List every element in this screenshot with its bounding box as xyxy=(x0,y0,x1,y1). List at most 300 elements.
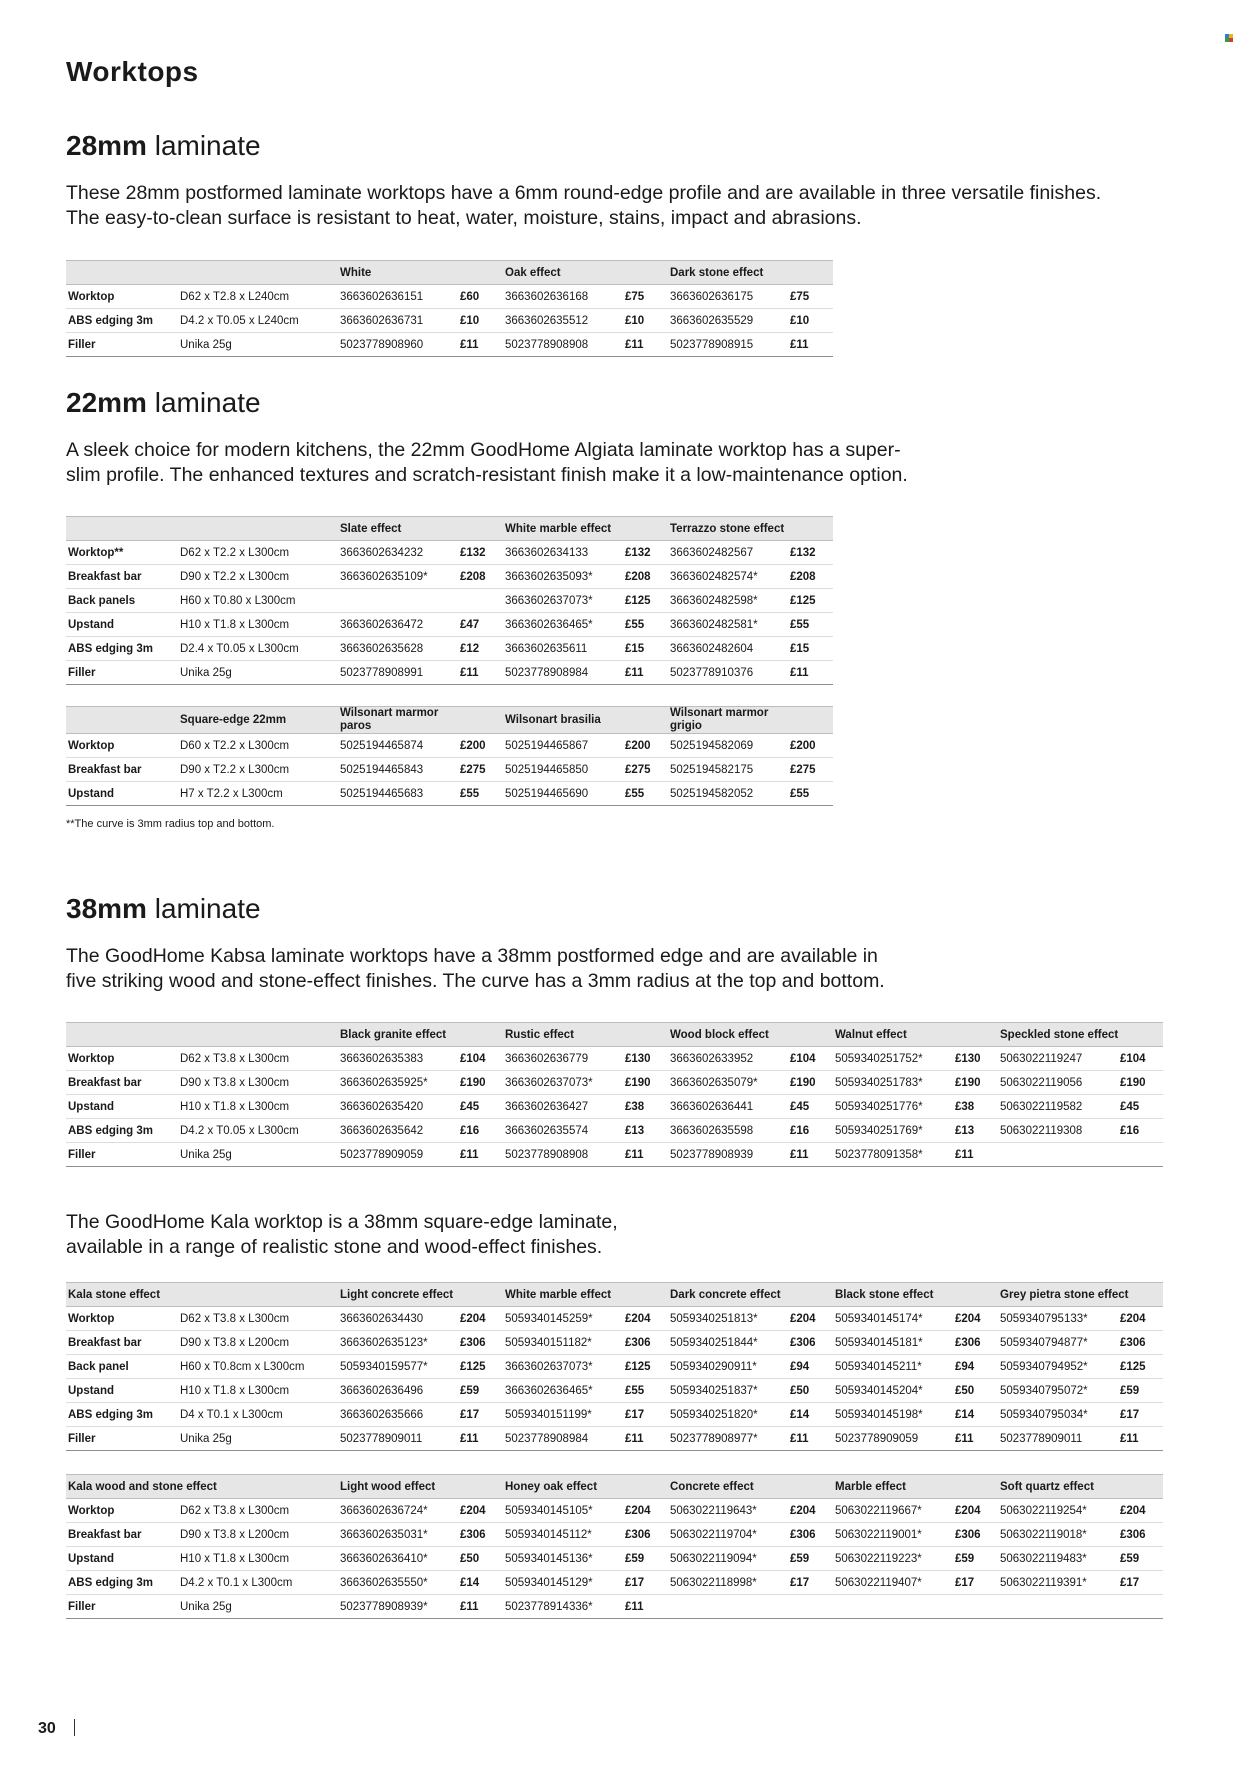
price-cell: £45 xyxy=(458,1095,503,1119)
barcode-cell: 5063022119643* xyxy=(668,1499,788,1523)
dimension-cell: Unika 25g xyxy=(178,1427,338,1451)
barcode-cell: 5063022119704* xyxy=(668,1523,788,1547)
dimension-cell: D90 x T3.8 x L200cm xyxy=(178,1331,338,1355)
dimension-cell: D4.2 x T0.05 x L300cm xyxy=(178,1119,338,1143)
row-label: Filler xyxy=(66,1143,178,1167)
table-22mm-algiata xyxy=(66,516,833,685)
column-header xyxy=(66,517,178,541)
table-row xyxy=(66,309,833,333)
barcode-cell: 5059340145136* xyxy=(503,1547,623,1571)
price-cell: £75 xyxy=(623,285,668,309)
barcode-cell: 5023778908960 xyxy=(338,333,458,357)
row-label: Worktop xyxy=(66,734,178,758)
price-cell: £208 xyxy=(788,565,833,589)
heading-bold: 38mm xyxy=(66,893,147,924)
barcode-cell: 3663602634430 xyxy=(338,1307,458,1331)
price-cell: £38 xyxy=(953,1095,998,1119)
barcode-cell: 3663602636465* xyxy=(503,1379,623,1403)
price-cell: £306 xyxy=(458,1331,503,1355)
table-22mm-square-edge xyxy=(66,706,833,806)
column-header xyxy=(788,261,833,285)
barcode-cell: 5063022119001* xyxy=(833,1523,953,1547)
heading-rest: laminate xyxy=(146,893,261,924)
barcode-cell: 3663602636175 xyxy=(668,285,788,309)
price-cell: £11 xyxy=(458,333,503,357)
column-header: Dark concrete effect xyxy=(668,1283,788,1307)
price-cell: £38 xyxy=(623,1095,668,1119)
barcode-cell: 3663602636151 xyxy=(338,285,458,309)
price-cell: £11 xyxy=(788,661,833,685)
price-cell: £190 xyxy=(788,1071,833,1095)
dimension-cell: D90 x T2.2 x L300cm xyxy=(178,565,338,589)
barcode-cell: 5023778909059 xyxy=(338,1143,458,1167)
row-label: ABS edging 3m xyxy=(66,1403,178,1427)
price-cell: £204 xyxy=(953,1499,998,1523)
price-cell: £11 xyxy=(623,1595,668,1619)
column-header: Dark stone effect xyxy=(668,261,788,285)
dimension-cell: D2.4 x T0.05 x L300cm xyxy=(178,637,338,661)
intro-kala xyxy=(66,1210,1146,1260)
dimension-cell: D62 x T3.8 x L300cm xyxy=(178,1047,338,1071)
column-header: Slate effect xyxy=(338,517,458,541)
price-cell: £16 xyxy=(788,1119,833,1143)
column-header xyxy=(178,261,338,285)
price-cell: £75 xyxy=(788,285,833,309)
row-label: ABS edging 3m xyxy=(66,637,178,661)
price-cell: £11 xyxy=(788,1427,833,1451)
column-header: Black stone effect xyxy=(833,1283,953,1307)
dimension-cell: Unika 25g xyxy=(178,1595,338,1619)
price-cell: £204 xyxy=(1118,1307,1163,1331)
price-cell: £17 xyxy=(623,1571,668,1595)
column-header: Black granite effect xyxy=(338,1023,458,1047)
price-cell: £204 xyxy=(623,1499,668,1523)
dimension-cell: D62 x T3.8 x L300cm xyxy=(178,1499,338,1523)
barcode-cell: 5059340251769* xyxy=(833,1119,953,1143)
table-row xyxy=(66,541,833,565)
price-cell: £14 xyxy=(953,1403,998,1427)
barcode-cell: 5059340251820* xyxy=(668,1403,788,1427)
row-label: Worktop xyxy=(66,285,178,309)
barcode-cell: 5025194465874 xyxy=(338,734,458,758)
table-28mm xyxy=(66,260,833,357)
table-row xyxy=(66,758,833,782)
barcode-cell: 3663602482581* xyxy=(668,613,788,637)
column-header xyxy=(458,261,503,285)
price-cell: £204 xyxy=(1118,1499,1163,1523)
barcode-cell: 5059340251844* xyxy=(668,1331,788,1355)
column-header xyxy=(458,1023,503,1047)
table-row xyxy=(66,1547,1163,1571)
barcode-cell: 5059340290911* xyxy=(668,1355,788,1379)
barcode-cell: 5025194465683 xyxy=(338,782,458,806)
intro-line: The GoodHome Kala worktop is a 38mm square-edge laminate, xyxy=(66,1211,618,1233)
row-label: Worktop xyxy=(66,1307,178,1331)
price-cell: £12 xyxy=(458,637,503,661)
barcode-cell: 5059340145198* xyxy=(833,1403,953,1427)
price-cell: £11 xyxy=(623,1143,668,1167)
column-header xyxy=(178,1283,338,1307)
price-cell: £130 xyxy=(623,1047,668,1071)
row-label: Breakfast bar xyxy=(66,1331,178,1355)
price-cell xyxy=(458,589,503,613)
dimension-cell: H10 x T1.8 x L300cm xyxy=(178,1547,338,1571)
price-cell: £59 xyxy=(458,1379,503,1403)
dimension-cell: D62 x T3.8 x L300cm xyxy=(178,1307,338,1331)
price-cell: £17 xyxy=(953,1571,998,1595)
table-row xyxy=(66,1047,1163,1071)
row-label: Worktop xyxy=(66,1047,178,1071)
price-cell: £125 xyxy=(623,589,668,613)
price-cell: £11 xyxy=(623,661,668,685)
barcode-cell: 5023778908984 xyxy=(503,661,623,685)
column-header: Oak effect xyxy=(503,261,623,285)
dimension-cell: Unika 25g xyxy=(178,661,338,685)
price-cell: £11 xyxy=(458,1595,503,1619)
column-header: Grey pietra stone effect xyxy=(998,1283,1118,1307)
price-cell: £200 xyxy=(458,734,503,758)
barcode-cell: 5059340159577* xyxy=(338,1355,458,1379)
price-cell: £204 xyxy=(458,1307,503,1331)
column-header xyxy=(1118,1023,1163,1047)
price-cell: £190 xyxy=(953,1071,998,1095)
table-header-row xyxy=(66,517,833,541)
column-header: White marble effect xyxy=(503,517,623,541)
barcode-cell: 5059340795133* xyxy=(998,1307,1118,1331)
column-header: Concrete effect xyxy=(668,1475,788,1499)
column-header xyxy=(66,1023,178,1047)
barcode-cell: 3663602635383 xyxy=(338,1047,458,1071)
price-cell: £14 xyxy=(788,1403,833,1427)
barcode-cell: 3663602635420 xyxy=(338,1095,458,1119)
barcode-cell: 5023778908977* xyxy=(668,1427,788,1451)
table-row xyxy=(66,1071,1163,1095)
barcode-cell: 3663602482604 xyxy=(668,637,788,661)
row-label: ABS edging 3m xyxy=(66,1119,178,1143)
barcode-cell: 5023778914336* xyxy=(503,1595,623,1619)
price-cell: £306 xyxy=(458,1523,503,1547)
barcode-cell: 5059340151182* xyxy=(503,1331,623,1355)
column-header: Terrazzo stone effect xyxy=(668,517,788,541)
barcode-cell: 3663602635529 xyxy=(668,309,788,333)
column-header: Kala stone effect xyxy=(66,1283,178,1307)
price-cell: £125 xyxy=(458,1355,503,1379)
page-number: 30 xyxy=(38,1720,56,1737)
barcode-cell: 5023778908991 xyxy=(338,661,458,685)
column-header xyxy=(788,1475,833,1499)
barcode-cell xyxy=(338,589,458,613)
barcode-cell: 5059340145174* xyxy=(833,1307,953,1331)
table-38mm-kabsa xyxy=(66,1022,1163,1167)
dimension-cell: D60 x T2.2 x L300cm xyxy=(178,734,338,758)
price-cell: £125 xyxy=(788,589,833,613)
price-cell: £208 xyxy=(623,565,668,589)
barcode-cell: 3663602635666 xyxy=(338,1403,458,1427)
column-header: Kala wood and stone effect xyxy=(66,1475,178,1499)
barcode-cell: 5063022119254* xyxy=(998,1499,1118,1523)
price-cell: £59 xyxy=(623,1547,668,1571)
column-header xyxy=(788,1023,833,1047)
price-cell: £15 xyxy=(788,637,833,661)
column-header: Light concrete effect xyxy=(338,1283,458,1307)
column-header: White xyxy=(338,261,458,285)
barcode-cell: 3663602636427 xyxy=(503,1095,623,1119)
column-header xyxy=(178,517,338,541)
barcode-cell: 5059340145181* xyxy=(833,1331,953,1355)
barcode-cell: 3663602482598* xyxy=(668,589,788,613)
barcode-cell: 3663602635079* xyxy=(668,1071,788,1095)
column-header xyxy=(458,707,503,734)
column-header: Soft quartz effect xyxy=(998,1475,1118,1499)
row-label: Upstand xyxy=(66,613,178,637)
barcode-cell: 5063022119407* xyxy=(833,1571,953,1595)
row-label: Breakfast bar xyxy=(66,565,178,589)
barcode-cell: 5063022119056 xyxy=(998,1071,1118,1095)
price-cell: £306 xyxy=(623,1331,668,1355)
price-cell: £104 xyxy=(788,1047,833,1071)
barcode-cell xyxy=(668,1595,788,1619)
price-cell: £17 xyxy=(788,1571,833,1595)
barcode-cell: 5059340145112* xyxy=(503,1523,623,1547)
barcode-cell: 5025194582069 xyxy=(668,734,788,758)
barcode-cell: 5063022118998* xyxy=(668,1571,788,1595)
row-label: Back panels xyxy=(66,589,178,613)
price-cell: £200 xyxy=(788,734,833,758)
barcode-cell: 5063022119391* xyxy=(998,1571,1118,1595)
table-row xyxy=(66,1379,1163,1403)
price-cell: £200 xyxy=(623,734,668,758)
column-header: Wilsonart marmor grigio xyxy=(668,707,788,734)
price-cell: £11 xyxy=(623,333,668,357)
barcode-cell: 3663602636472 xyxy=(338,613,458,637)
price-cell: £47 xyxy=(458,613,503,637)
table-row xyxy=(66,1403,1163,1427)
barcode-cell: 5059340251783* xyxy=(833,1071,953,1095)
dimension-cell: H10 x T1.8 x L300cm xyxy=(178,1095,338,1119)
price-cell: £132 xyxy=(788,541,833,565)
price-cell: £190 xyxy=(623,1071,668,1095)
price-cell: £11 xyxy=(788,1143,833,1167)
barcode-cell: 5059340795072* xyxy=(998,1379,1118,1403)
barcode-cell: 3663602636168 xyxy=(503,285,623,309)
table-row xyxy=(66,1095,1163,1119)
row-label: Breakfast bar xyxy=(66,1523,178,1547)
price-cell: £10 xyxy=(623,309,668,333)
price-cell: £45 xyxy=(1118,1095,1163,1119)
page-number-divider xyxy=(74,1719,75,1736)
barcode-cell: 5023778091358* xyxy=(833,1143,953,1167)
price-cell xyxy=(788,1595,833,1619)
price-cell: £11 xyxy=(1118,1427,1163,1451)
dimension-cell: D90 x T2.2 x L300cm xyxy=(178,758,338,782)
heading-bold: 28mm xyxy=(66,130,147,161)
price-cell: £13 xyxy=(623,1119,668,1143)
price-cell: £60 xyxy=(458,285,503,309)
intro-line: The GoodHome Kabsa laminate worktops have a 38mm postformed edge and are available in xyxy=(66,945,878,967)
row-label: ABS edging 3m xyxy=(66,309,178,333)
table-row xyxy=(66,1331,1163,1355)
barcode-cell: 3663602634133 xyxy=(503,541,623,565)
price-cell: £104 xyxy=(1118,1047,1163,1071)
barcode-cell: 5059340251752* xyxy=(833,1047,953,1071)
row-label: Upstand xyxy=(66,782,178,806)
row-label: Worktop** xyxy=(66,541,178,565)
price-cell: £55 xyxy=(623,1379,668,1403)
barcode-cell: 5023778909059 xyxy=(833,1427,953,1451)
barcode-cell: 5059340251813* xyxy=(668,1307,788,1331)
dimension-cell: H7 x T2.2 x L300cm xyxy=(178,782,338,806)
barcode-cell: 5023778908908 xyxy=(503,1143,623,1167)
price-cell: £204 xyxy=(788,1307,833,1331)
table-row xyxy=(66,613,833,637)
row-label: Upstand xyxy=(66,1095,178,1119)
price-cell: £204 xyxy=(458,1499,503,1523)
table-header-row xyxy=(66,707,833,734)
price-cell: £275 xyxy=(788,758,833,782)
price-cell: £11 xyxy=(953,1427,998,1451)
footnote-22mm: **The curve is 3mm radius top and bottom. xyxy=(66,818,275,830)
barcode-cell: 5025194465690 xyxy=(503,782,623,806)
price-cell: £50 xyxy=(458,1547,503,1571)
intro-38mm xyxy=(66,944,1146,994)
column-header: Marble effect xyxy=(833,1475,953,1499)
price-cell: £306 xyxy=(788,1523,833,1547)
table-row xyxy=(66,661,833,685)
price-cell: £306 xyxy=(623,1523,668,1547)
dimension-cell: D4.2 x T0.1 x L300cm xyxy=(178,1571,338,1595)
table-row xyxy=(66,734,833,758)
price-cell: £55 xyxy=(458,782,503,806)
column-header: Honey oak effect xyxy=(503,1475,623,1499)
barcode-cell: 3663602633952 xyxy=(668,1047,788,1071)
section-heading-28mm xyxy=(66,130,261,162)
dimension-cell: D4.2 x T0.05 x L240cm xyxy=(178,309,338,333)
price-cell: £13 xyxy=(953,1119,998,1143)
barcode-cell: 3663602635598 xyxy=(668,1119,788,1143)
table-row xyxy=(66,1571,1163,1595)
price-cell: £130 xyxy=(953,1047,998,1071)
barcode-cell: 5025194465843 xyxy=(338,758,458,782)
row-label: Filler xyxy=(66,1427,178,1451)
barcode-cell: 5063022119223* xyxy=(833,1547,953,1571)
barcode-cell: 5063022119582 xyxy=(998,1095,1118,1119)
price-cell: £11 xyxy=(458,661,503,685)
barcode-cell: 5063022119018* xyxy=(998,1523,1118,1547)
price-cell: £275 xyxy=(623,758,668,782)
barcode-cell: 3663602636779 xyxy=(503,1047,623,1071)
table-row xyxy=(66,637,833,661)
row-label: Back panel xyxy=(66,1355,178,1379)
row-label: ABS edging 3m xyxy=(66,1571,178,1595)
row-label: Filler xyxy=(66,333,178,357)
barcode-cell: 5063022119667* xyxy=(833,1499,953,1523)
table-row xyxy=(66,1355,1163,1379)
price-cell: £306 xyxy=(788,1331,833,1355)
dimension-cell: D90 x T3.8 x L200cm xyxy=(178,1523,338,1547)
table-row xyxy=(66,565,833,589)
barcode-cell: 5063022119483* xyxy=(998,1547,1118,1571)
table-row xyxy=(66,1523,1163,1547)
price-cell: £190 xyxy=(458,1071,503,1095)
price-cell: £59 xyxy=(953,1547,998,1571)
barcode-cell: 5023778909011 xyxy=(338,1427,458,1451)
price-cell: £45 xyxy=(788,1095,833,1119)
price-cell: £55 xyxy=(623,782,668,806)
row-label: Upstand xyxy=(66,1547,178,1571)
table-row xyxy=(66,1427,1163,1451)
price-cell: £14 xyxy=(458,1571,503,1595)
column-header xyxy=(788,707,833,734)
price-cell: £306 xyxy=(1118,1331,1163,1355)
dimension-cell: Unika 25g xyxy=(178,333,338,357)
heading-rest: laminate xyxy=(146,130,261,161)
price-cell: £11 xyxy=(788,333,833,357)
column-header: White marble effect xyxy=(503,1283,623,1307)
price-cell xyxy=(1118,1595,1163,1619)
barcode-cell xyxy=(833,1595,953,1619)
row-label: Worktop xyxy=(66,1499,178,1523)
barcode-cell: 5059340145204* xyxy=(833,1379,953,1403)
price-cell: £17 xyxy=(1118,1403,1163,1427)
column-header xyxy=(623,707,668,734)
barcode-cell: 5059340145105* xyxy=(503,1499,623,1523)
price-cell: £306 xyxy=(1118,1523,1163,1547)
price-cell: £306 xyxy=(953,1523,998,1547)
column-header xyxy=(458,1283,503,1307)
dimension-cell: H10 x T1.8 x L300cm xyxy=(178,1379,338,1403)
column-header xyxy=(788,1283,833,1307)
price-cell: £125 xyxy=(623,1355,668,1379)
price-cell: £94 xyxy=(953,1355,998,1379)
barcode-cell: 3663602482567 xyxy=(668,541,788,565)
column-header: Light wood effect xyxy=(338,1475,458,1499)
table-row xyxy=(66,1119,1163,1143)
barcode-cell: 5059340795034* xyxy=(998,1403,1118,1427)
column-header xyxy=(623,1475,668,1499)
row-label: Upstand xyxy=(66,1379,178,1403)
price-cell: £17 xyxy=(458,1403,503,1427)
barcode-cell: 5059340794877* xyxy=(998,1331,1118,1355)
barcode-cell: 3663602635628 xyxy=(338,637,458,661)
table-kala-stone xyxy=(66,1282,1163,1451)
column-header: Speckled stone effect xyxy=(998,1023,1118,1047)
column-header xyxy=(953,1023,998,1047)
barcode-cell: 3663602635550* xyxy=(338,1571,458,1595)
price-cell: £275 xyxy=(458,758,503,782)
dimension-cell: H10 x T1.8 x L300cm xyxy=(178,613,338,637)
column-header: Walnut effect xyxy=(833,1023,953,1047)
table-row xyxy=(66,1595,1163,1619)
column-header xyxy=(66,261,178,285)
price-cell: £55 xyxy=(788,782,833,806)
barcode-cell: 3663602637073* xyxy=(503,1071,623,1095)
barcode-cell: 5059340145259* xyxy=(503,1307,623,1331)
barcode-cell: 5025194582175 xyxy=(668,758,788,782)
price-cell: £17 xyxy=(1118,1571,1163,1595)
barcode-cell: 5059340145129* xyxy=(503,1571,623,1595)
price-cell: £55 xyxy=(788,613,833,637)
dimension-cell: H60 x T0.80 x L300cm xyxy=(178,589,338,613)
dimension-cell: D62 x T2.2 x L300cm xyxy=(178,541,338,565)
barcode-cell xyxy=(998,1143,1118,1167)
barcode-cell: 3663602637073* xyxy=(503,589,623,613)
table-row xyxy=(66,333,833,357)
column-header: Square-edge 22mm xyxy=(178,707,338,734)
barcode-cell: 5059340794952* xyxy=(998,1355,1118,1379)
table-kala-wood-stone xyxy=(66,1474,1163,1619)
dimension-cell: D62 x T2.8 x L240cm xyxy=(178,285,338,309)
barcode-cell: 3663602636724* xyxy=(338,1499,458,1523)
